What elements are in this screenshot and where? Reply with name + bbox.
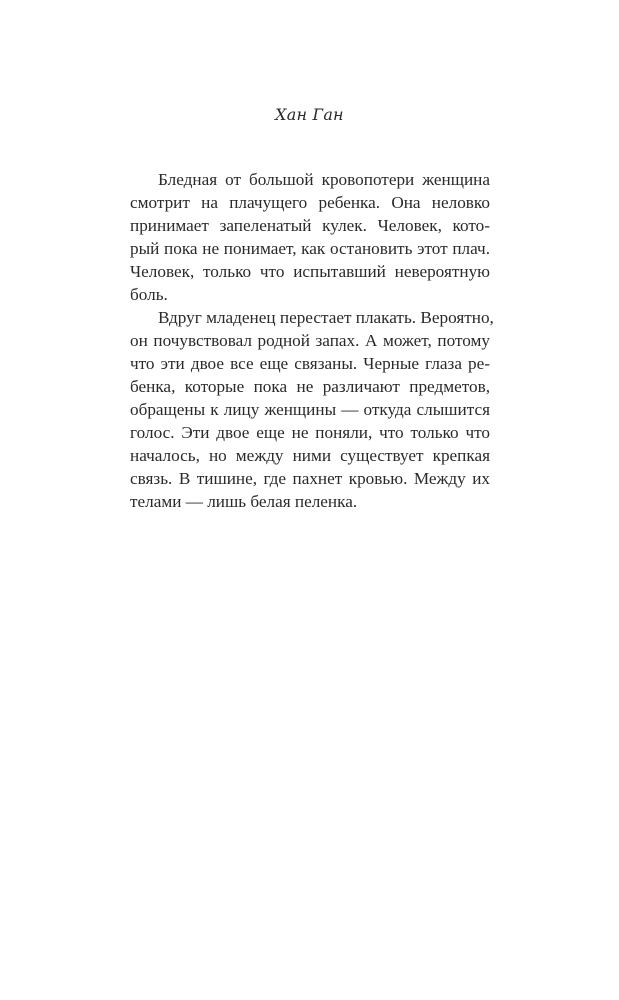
text-line: Человек, только что испытавший невероятную — [130, 262, 490, 281]
text-line: что эти двое все еще связаны. Черные глаза ре- — [130, 354, 490, 373]
text-line: принимает запеленатый кулек. Человек, кото- — [130, 216, 490, 235]
text-line: боль. — [130, 285, 168, 304]
text-line: началось, но между ними существует крепкая — [130, 446, 490, 465]
text-line: голос. Эти двое еще не поняли, что только что — [130, 423, 490, 442]
text-line: Вдруг младенец перестает плакать. Вероятно, — [158, 308, 494, 327]
text-line: обращены к лицу женщины — откуда слышится — [130, 400, 490, 419]
text-line: смотрит на плачущего ребенка. Она неловко — [130, 193, 490, 212]
paragraph-2 — [130, 306, 494, 513]
text-line: телами — лишь белая пеленка. — [130, 492, 358, 511]
text-line: он почувствовал родной запах. А может, потому — [130, 331, 490, 350]
body-text — [130, 168, 494, 513]
text-line: Бледная от большой кровопотери женщина — [158, 170, 490, 189]
running-head-author: Хан Ган — [275, 105, 344, 124]
text-line: бенка, которые пока не различают предметов, — [130, 377, 490, 396]
paragraph-1 — [130, 168, 490, 306]
text-line: связь. В тишине, где пахнет кровью. Между их — [130, 469, 490, 488]
text-line: рый пока не понимает, как остановить этот плач. — [130, 239, 490, 258]
